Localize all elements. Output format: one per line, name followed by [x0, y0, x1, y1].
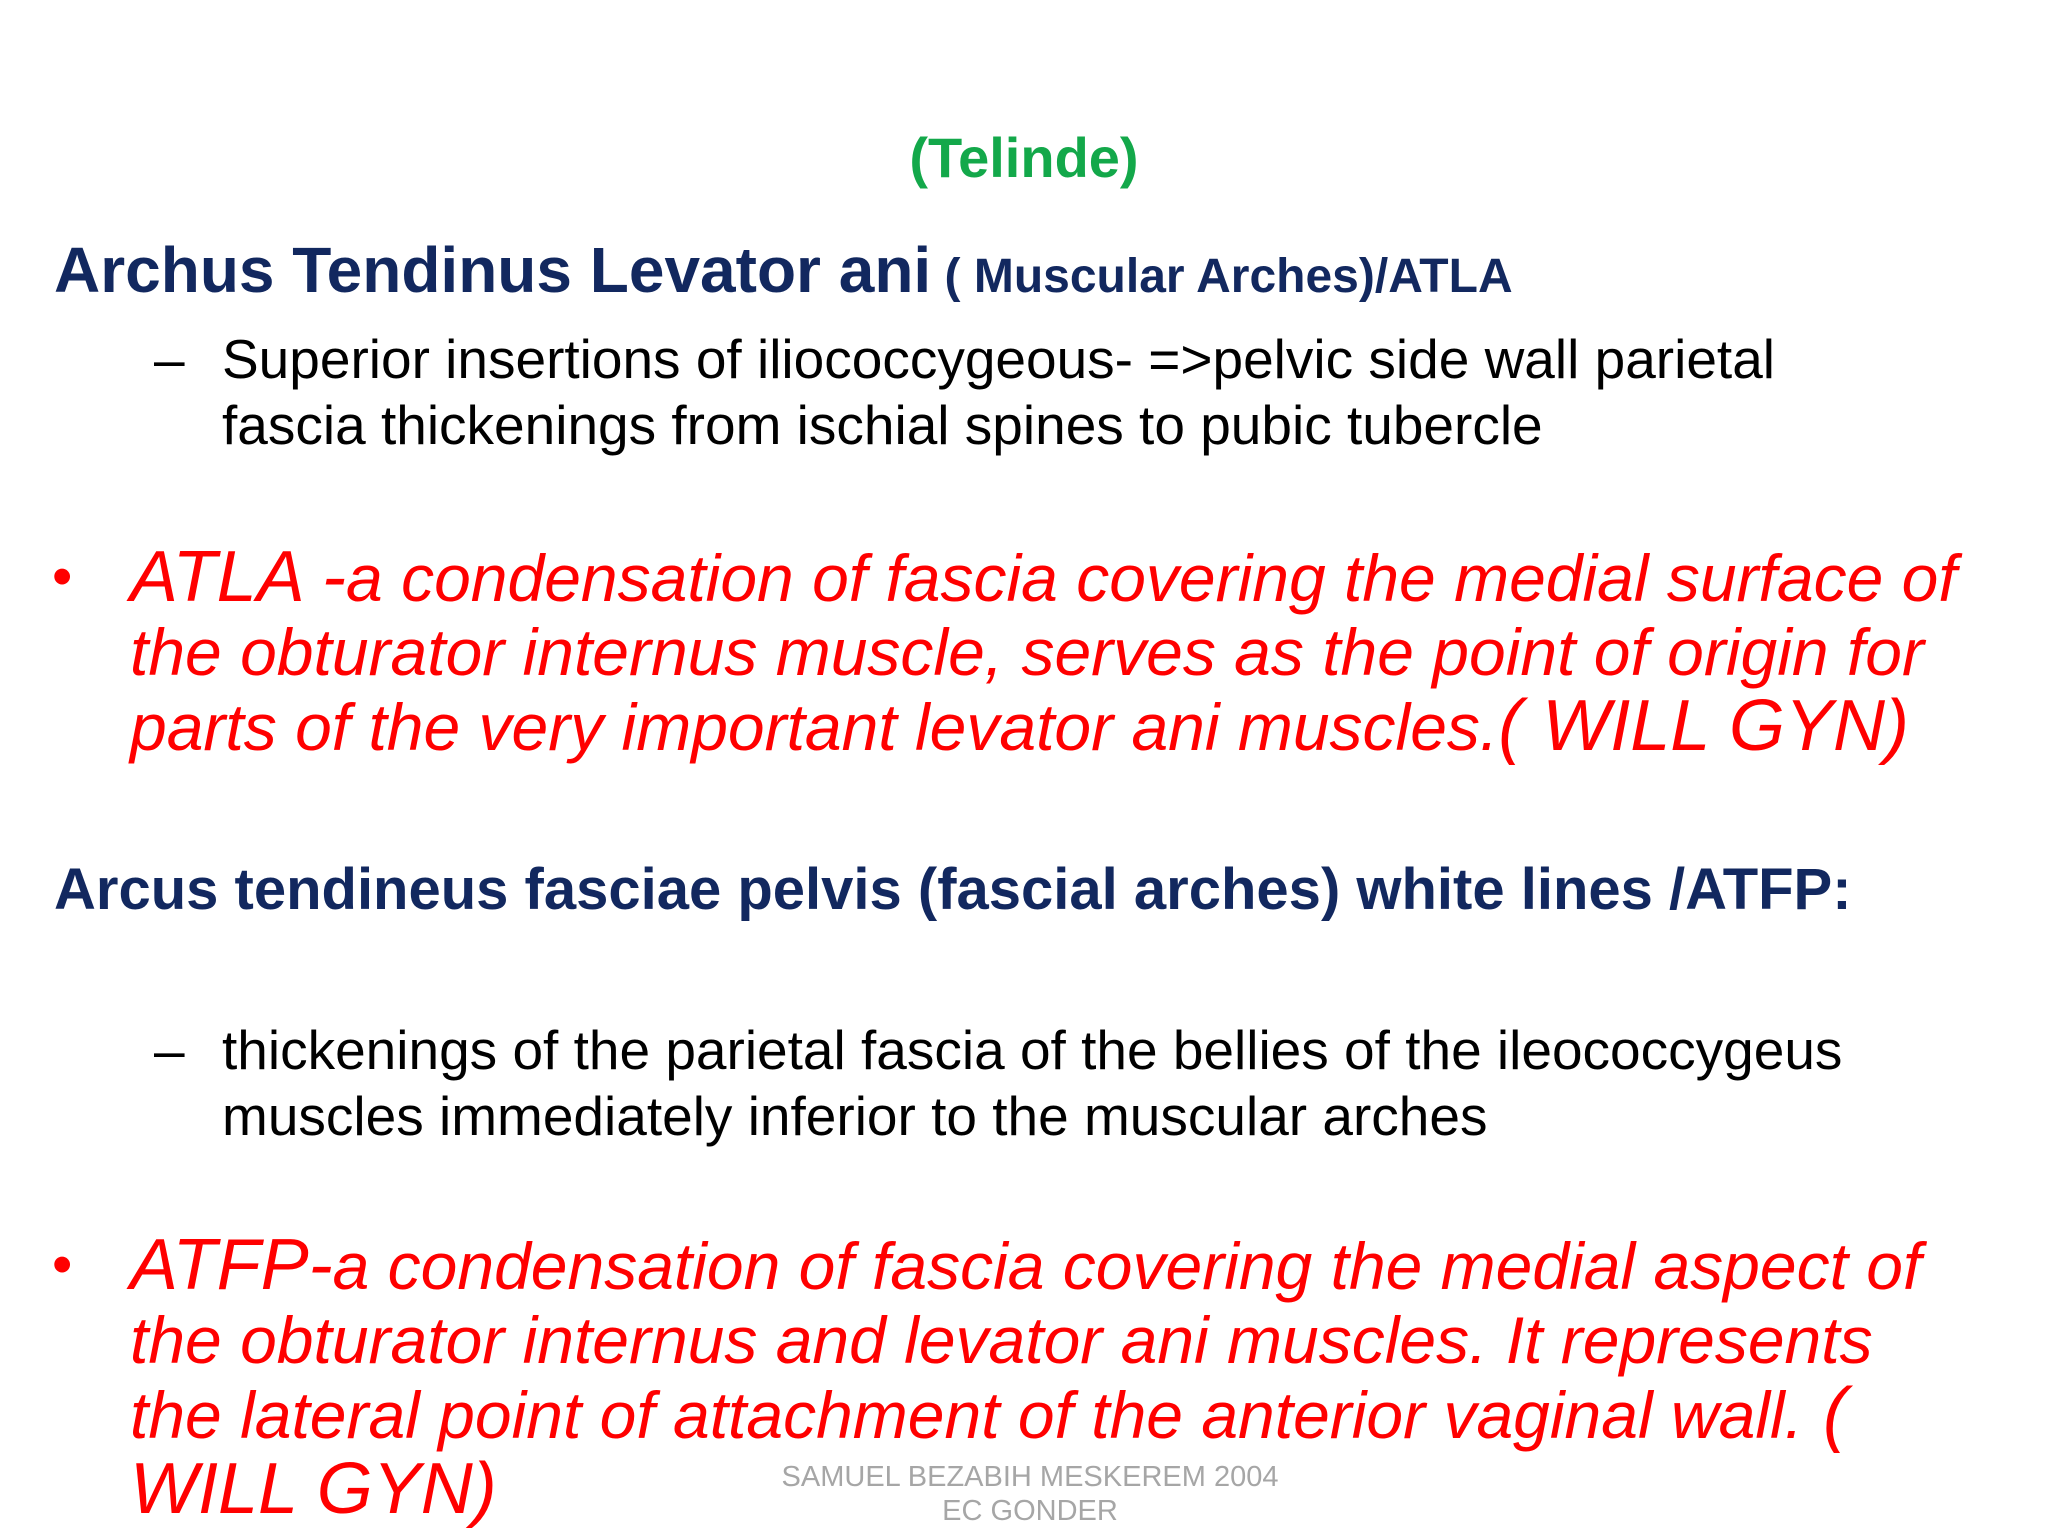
heading-atfp: Arcus tendineus fasciae pelvis (fascial arches) white lines /ATFP:	[54, 857, 1852, 922]
bullet-dot: •	[52, 1232, 73, 1297]
sub-bullet-atla-text: Superior insertions of iliococcygeous- =>pelvic side wall parietal fascia thickenings from ischial spines to pubic tubercle	[222, 328, 1775, 456]
bullet-atla-source: ( WILL GYN)	[1498, 686, 1909, 766]
bullet-atla-lead: ATLA -	[130, 537, 347, 617]
sub-bullet-atla	[154, 326, 1922, 458]
dash-marker: –	[154, 328, 185, 390]
bullet-atla-text: a condensation of fascia covering the medial surface of the obturator internus muscle, serves as the point of origin for parts of the very important levator ani muscles.	[130, 541, 1957, 764]
bullet-dot: •	[52, 544, 73, 609]
slide-footer: SAMUEL BEZABIH MESKEREM 2004 EC GONDER	[781, 1461, 1279, 1527]
heading-atla-main: Archus Tendinus Levator ani	[54, 234, 932, 306]
bullet-atfp-text: a condensation of fascia covering the medial aspect of the obturator internus and levator ani muscles. It represents the lateral point of attachment of the anterior vaginal wall.	[130, 1229, 1922, 1452]
bullet-atla-text-block	[130, 537, 1982, 766]
sub-bullet-atfp-text: thickenings of the parietal fascia of the bellies of the ileococcygeus muscles immediately inferior to the muscular arches	[222, 1019, 1843, 1147]
bullet-atfp-lead: ATFP-	[130, 1225, 333, 1305]
sub-bullet-atfp	[154, 1017, 1922, 1149]
heading-atla-subtitle: ( Muscular Arches)/ATLA	[931, 250, 1513, 303]
heading-atla	[54, 232, 1513, 315]
bullet-atfp-source: ( WILL GYN)	[130, 1374, 1847, 1529]
dash-marker: –	[154, 1019, 185, 1081]
slide-subtitle: (Telinde)	[909, 126, 1139, 189]
bullet-atla-definition	[52, 537, 1982, 766]
